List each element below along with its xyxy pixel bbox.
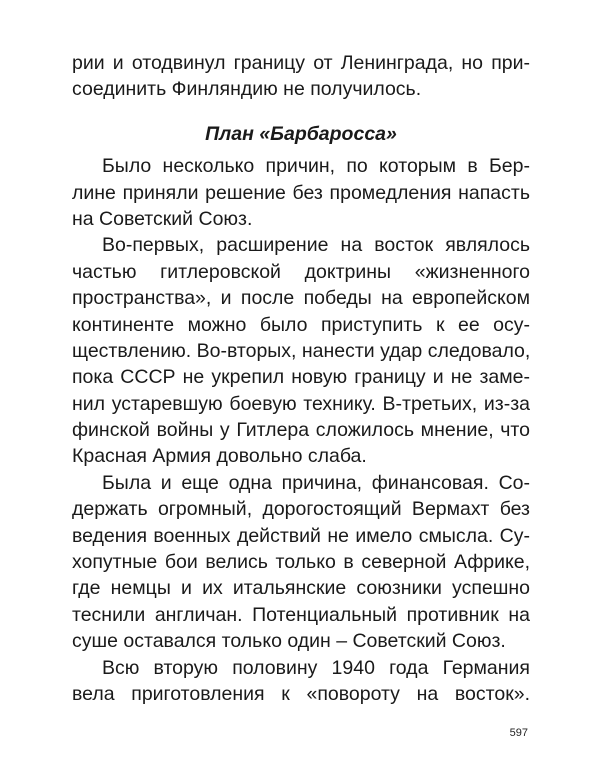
page-number: 597 <box>509 727 528 739</box>
paragraph-3 <box>72 470 530 655</box>
text-line: частью гитлеровской доктрины «жизненного <box>72 260 530 283</box>
text-line: лине приняли решение без промедления напасть <box>72 181 530 204</box>
page-text <box>72 50 530 707</box>
text-line: держать огромный, дорогостоящий Вермахт без <box>72 498 530 521</box>
text-line: ведения военных действий не имело смысла. Су- <box>72 524 530 547</box>
text-line: на Советский Союз. <box>72 207 253 230</box>
text-line: соединить Финляндию не получилось. <box>72 78 422 101</box>
text-line: суше оставался только один – Советский Союз. <box>72 630 506 653</box>
text-line: Всю вторую половину 1940 года Германия <box>102 656 530 679</box>
text-line: теснили англичан. Потенциальный противник на <box>72 603 530 626</box>
paragraph-2 <box>72 232 530 470</box>
paragraph-1 <box>72 153 530 232</box>
intro-paragraph <box>72 50 530 103</box>
text-line: Была и еще одна причина, финансовая. Со- <box>102 471 530 494</box>
text-line: Было несколько причин, по которым в Бер- <box>102 155 530 178</box>
text-line: хопутные бои велись только в северной Африке, <box>72 551 530 574</box>
paragraph-4 <box>72 655 530 708</box>
text-line: нил устаревшую боевую технику. В-третьих, из-за <box>72 392 530 415</box>
text-line: рии и отодвинул границу от Ленинграда, но при- <box>72 52 530 74</box>
text-line: Во-первых, расширение на восток являлось <box>102 234 530 257</box>
text-line: континенте можно было приступить к ее осу- <box>72 313 530 336</box>
text-line: где немцы и их итальянские союзники успешно <box>72 577 530 600</box>
text-line: вела приготовления к «повороту на восток». <box>72 682 530 705</box>
text-line: пространства», и после победы на европейском <box>72 287 530 310</box>
text-line: Красная Армия довольно слаба. <box>72 445 367 468</box>
text-line: пока СССР не укрепил новую границу и не заме- <box>72 366 530 389</box>
text-line: финской войны у Гитлера сложилось мнение, что <box>72 419 530 442</box>
section-heading: План «Барбаросса» <box>205 122 397 145</box>
text-line: ществлению. Во-вторых, нанести удар следовало, <box>72 339 531 362</box>
